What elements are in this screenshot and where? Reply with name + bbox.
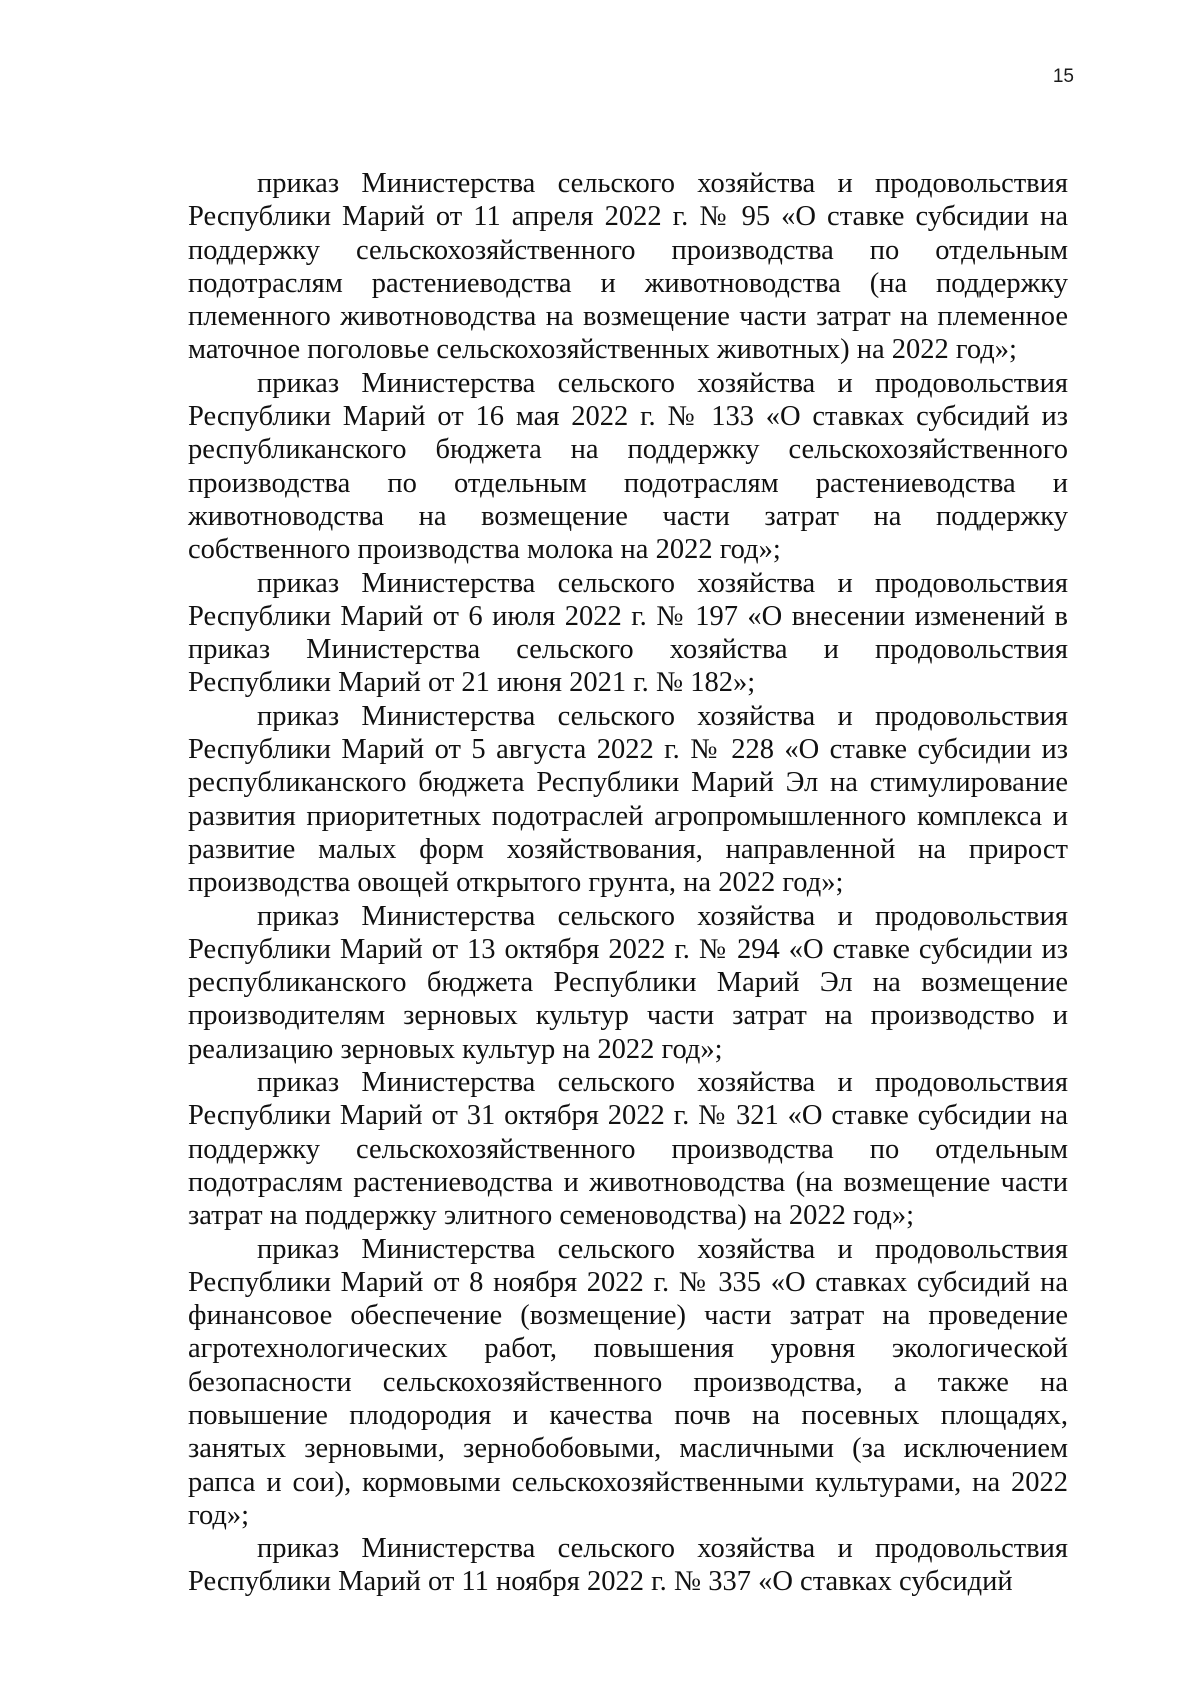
paragraph-order-133: приказ Министерства сельского хозяйства и продовольствия Республики Марий от 16 мая 2022 г. № 133 «О ставках субсидий из республиканского бюджета на поддержку сельскохозяйственного производства по отдельным подотраслям растениеводства и животноводства на возмещение части затрат на поддержку собственного производства молока на 2022 год»; [188, 367, 1068, 566]
paragraph-order-337: приказ Министерства сельского хозяйства и продовольствия Республики Марий от 11 ноября 2022 г. № 337 «О ставках субсидий [188, 1533, 1068, 1598]
document-body [188, 167, 1068, 1599]
paragraph-order-335: приказ Министерства сельского хозяйства и продовольствия Республики Марий от 8 ноября 2022 г. № 335 «О ставках субсидий на финансовое обеспечение (возмещение) части затрат на проведение агротехнологических работ, повышения уровня экологической безопасности сельскохозяйственного производства, а также на повышение плодородия и качества почв на посевных площадях, занятых зерновыми, зернобобовыми, масличными (за исключением рапса и сои), кормовыми сельскохозяйственными культурами, на 2022 год»; [188, 1233, 1068, 1531]
paragraph-order-228: приказ Министерства сельского хозяйства и продовольствия Республики Марий от 5 августа 2022 г. № 228 «О ставке субсидии из республиканского бюджета Республики Марий Эл на стимулирование развития приоритетных подотраслей агропромышленного комплекса и развитие малых форм хозяйствования, направленной на прирост производства овощей открытого грунта, на 2022 год»; [188, 700, 1068, 899]
paragraph-order-95: приказ Министерства сельского хозяйства и продовольствия Республики Марий от 11 апреля 2022 г. № 95 «О ставке субсидии на поддержку сельскохозяйственного производства по отдельным подотраслям растениеводства и животноводства (на поддержку племенного животноводства на возмещение части затрат на племенное маточное поголовье сельскохозяйственных животных) на 2022 год»; [188, 168, 1068, 366]
page-number: 15 [1052, 66, 1074, 87]
paragraph-order-197: приказ Министерства сельского хозяйства и продовольствия Республики Марий от 6 июля 2022 г. № 197 «О внесении изменений в приказ Министерства сельского хозяйства и продовольствия Республики Марий от 21 июня 2021 г. № 182»; [188, 567, 1068, 699]
paragraph-order-294: приказ Министерства сельского хозяйства и продовольствия Республики Марий от 13 октября 2022 г. № 294 «О ставке субсидии из республиканского бюджета Республики Марий Эл на возмещение производителям зерновых культур части затрат на производство и реализацию зерновых культур на 2022 год»; [188, 900, 1068, 1065]
paragraph-order-321: приказ Министерства сельского хозяйства и продовольствия Республики Марий от 31 октября 2022 г. № 321 «О ставке субсидии на поддержку сельскохозяйственного производства по отдельным подотраслям растениеводства и животноводства (на возмещение части затрат на поддержку элитного семеноводства) на 2022 год»; [188, 1067, 1068, 1232]
